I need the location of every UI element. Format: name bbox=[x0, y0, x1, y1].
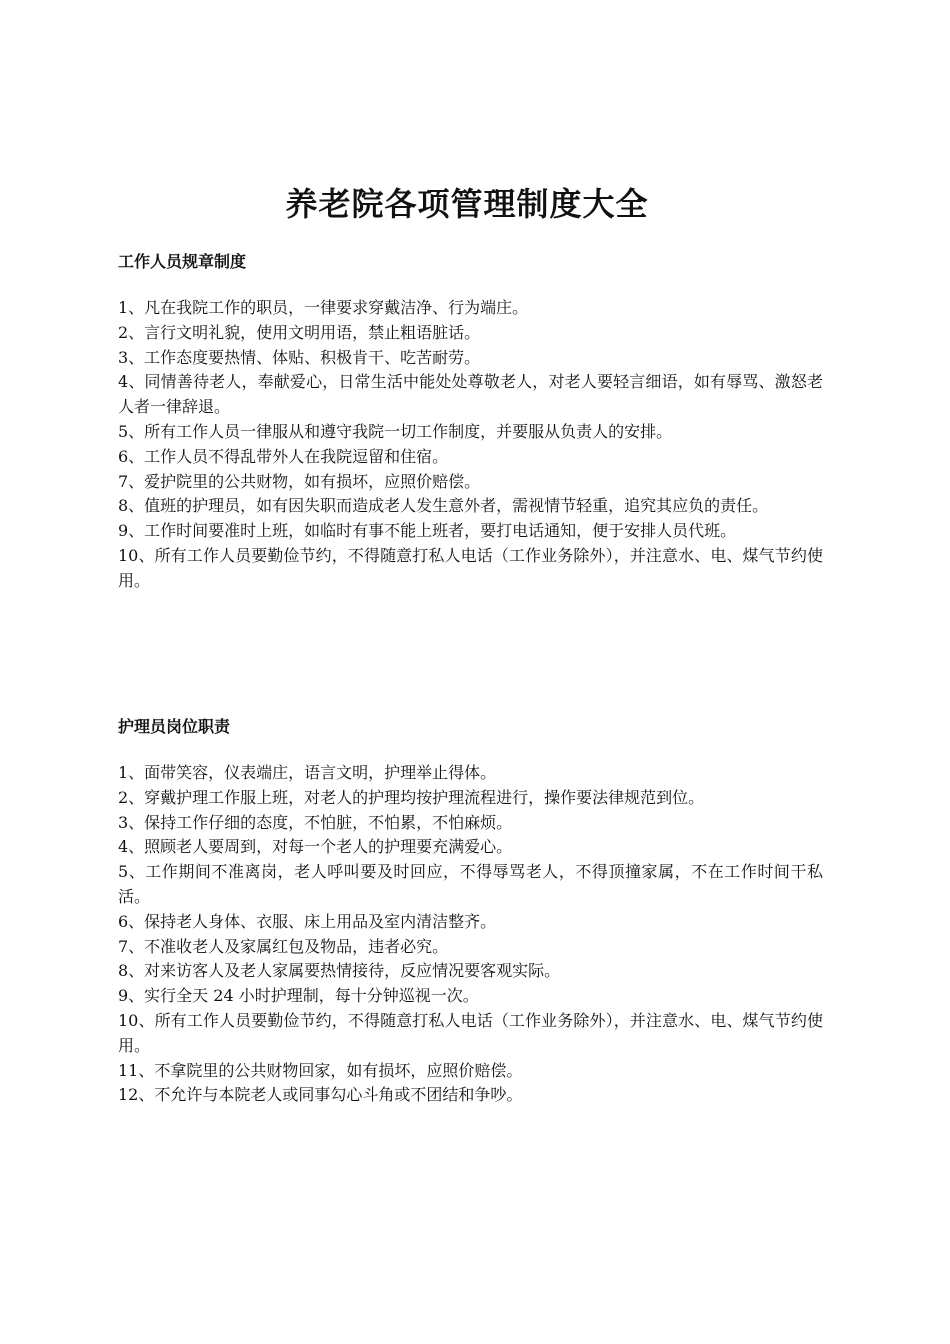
document-title: 养老院各项管理制度大全 bbox=[285, 185, 649, 223]
rule-item: 3、工作态度要热情、体贴、积极肯干、吃苦耐劳。 bbox=[118, 347, 481, 367]
duty-item: 1、面带笑容，仪表端庄，语言文明，护理举止得体。 bbox=[118, 763, 497, 782]
duty-item: 10、所有工作人员要勤俭节约，不得随意打私人电话（工作业务除外），并注意水、电、煤气节约使用。 bbox=[118, 1010, 823, 1055]
rule-item: 1、凡在我院工作的职员，一律要求穿戴洁净、行为端庄。 bbox=[118, 298, 529, 317]
section-caregiver-duties bbox=[118, 715, 823, 1108]
duty-item: 12、不允许与本院老人或同事勾心斗角或不团结和争吵。 bbox=[118, 1085, 523, 1105]
section-staff-rules bbox=[118, 250, 823, 594]
rule-item: 7、爱护院里的公共财物，如有损坏，应照价赔偿。 bbox=[118, 471, 481, 491]
duty-item: 2、穿戴护理工作服上班，对老人的护理均按护理流程进行，操作要法律规范到位。 bbox=[118, 787, 705, 807]
duty-list bbox=[118, 761, 823, 1108]
section-heading: 工作人员规章制度 bbox=[118, 252, 247, 271]
rule-item: 8、值班的护理员，如有因失职而造成老人发生意外者，需视情节轻重，追究其应负的责任。 bbox=[118, 496, 769, 516]
rule-item: 4、同情善待老人，奉献爱心，日常生活中能处处尊敬老人，对老人要轻言细语，如有辱骂、激怒老人者一律辞退。 bbox=[118, 372, 823, 417]
rule-item: 9、工作时间要准时上班，如临时有事不能上班者，要打电话通知，便于安排人员代班。 bbox=[118, 521, 737, 541]
duty-item: 11、不拿院里的公共财物回家，如有损坏，应照价赔偿。 bbox=[118, 1060, 523, 1080]
rule-item: 2、言行文明礼貌，使用文明用语，禁止粗语脏话。 bbox=[118, 322, 481, 342]
duty-item: 3、保持工作仔细的态度，不怕脏，不怕累，不怕麻烦。 bbox=[118, 812, 513, 832]
duty-item: 5、工作期间不准离岗，老人呼叫要及时回应，不得辱骂老人，不得顶撞家属，不在工作时间干私活。 bbox=[118, 862, 823, 906]
duty-item: 7、不准收老人及家属红包及物品，违者必究。 bbox=[118, 936, 449, 956]
section-heading: 护理员岗位职责 bbox=[118, 717, 231, 736]
duty-item: 4、照顾老人要周到，对每一个老人的护理要充满爱心。 bbox=[118, 837, 513, 857]
rule-item: 6、工作人员不得乱带外人在我院逗留和住宿。 bbox=[118, 446, 449, 466]
duty-item: 6、保持老人身体、衣服、床上用品及室内清洁整齐。 bbox=[118, 911, 497, 931]
duty-item: 9、实行全天 24 小时护理制，每十分钟巡视一次。 bbox=[118, 986, 479, 1006]
duty-item: 8、对来访客人及老人家属要热情接待，反应情况要客观实际。 bbox=[118, 961, 561, 981]
rule-item: 10、所有工作人员要勤俭节约，不得随意打私人电话（工作业务除外），并注意水、电、煤气节约使用。 bbox=[118, 545, 823, 590]
rule-list bbox=[118, 296, 823, 594]
rule-item: 5、所有工作人员一律服从和遵守我院一切工作制度，并要服从负责人的安排。 bbox=[118, 421, 673, 441]
